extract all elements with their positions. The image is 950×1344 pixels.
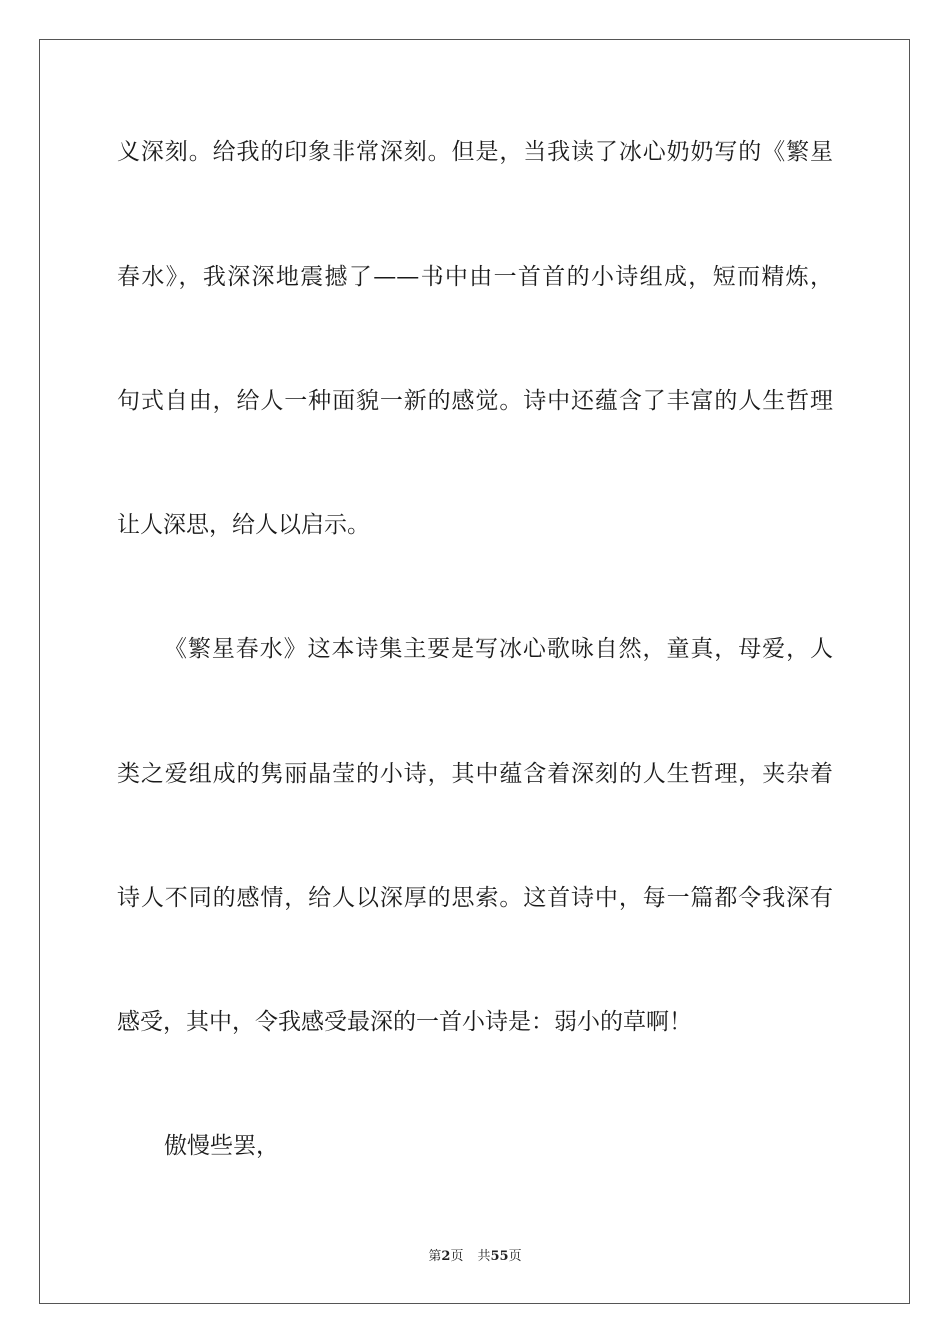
body-text-line: 春水》，我深深地震撼了——书中由一首首的小诗组成，短而精炼， [117,264,833,290]
total-label-prefix: 共 [477,1249,491,1264]
body-text-line: 让人深思，给人以启示。 [117,512,370,538]
body-text-line: 句式自由，给人一种面貌一新的感觉。诗中还蕴含了丰富的人生哲理 [117,388,833,414]
page-number: 2 [441,1249,451,1264]
page-border [39,39,910,1304]
page-label-prefix: 第 [428,1249,442,1264]
paragraph-first-line: 《繁星春水》这本诗集主要是写冰心歌咏自然，童真，母爱，人 [164,636,833,662]
body-text-line: 义深刻。给我的印象非常深刻。但是，当我读了冰心奶奶写的《繁星 [117,139,833,165]
page-label-suffix: 页 [450,1249,464,1264]
body-text-line: 类之爱组成的隽丽晶莹的小诗，其中蕴含着深刻的人生哲理，夹杂着 [117,761,833,787]
total-pages: 55 [490,1249,509,1264]
page-footer [0,1248,950,1266]
total-label-suffix: 页 [508,1249,522,1264]
body-text-line: 诗人不同的感情，给人以深厚的思索。这首诗中，每一篇都令我深有 [117,885,833,911]
paragraph-first-line: 傲慢些罢， [164,1133,279,1159]
body-text-line: 感受，其中，令我感受最深的一首小诗是：弱小的草啊！ [117,1009,692,1035]
